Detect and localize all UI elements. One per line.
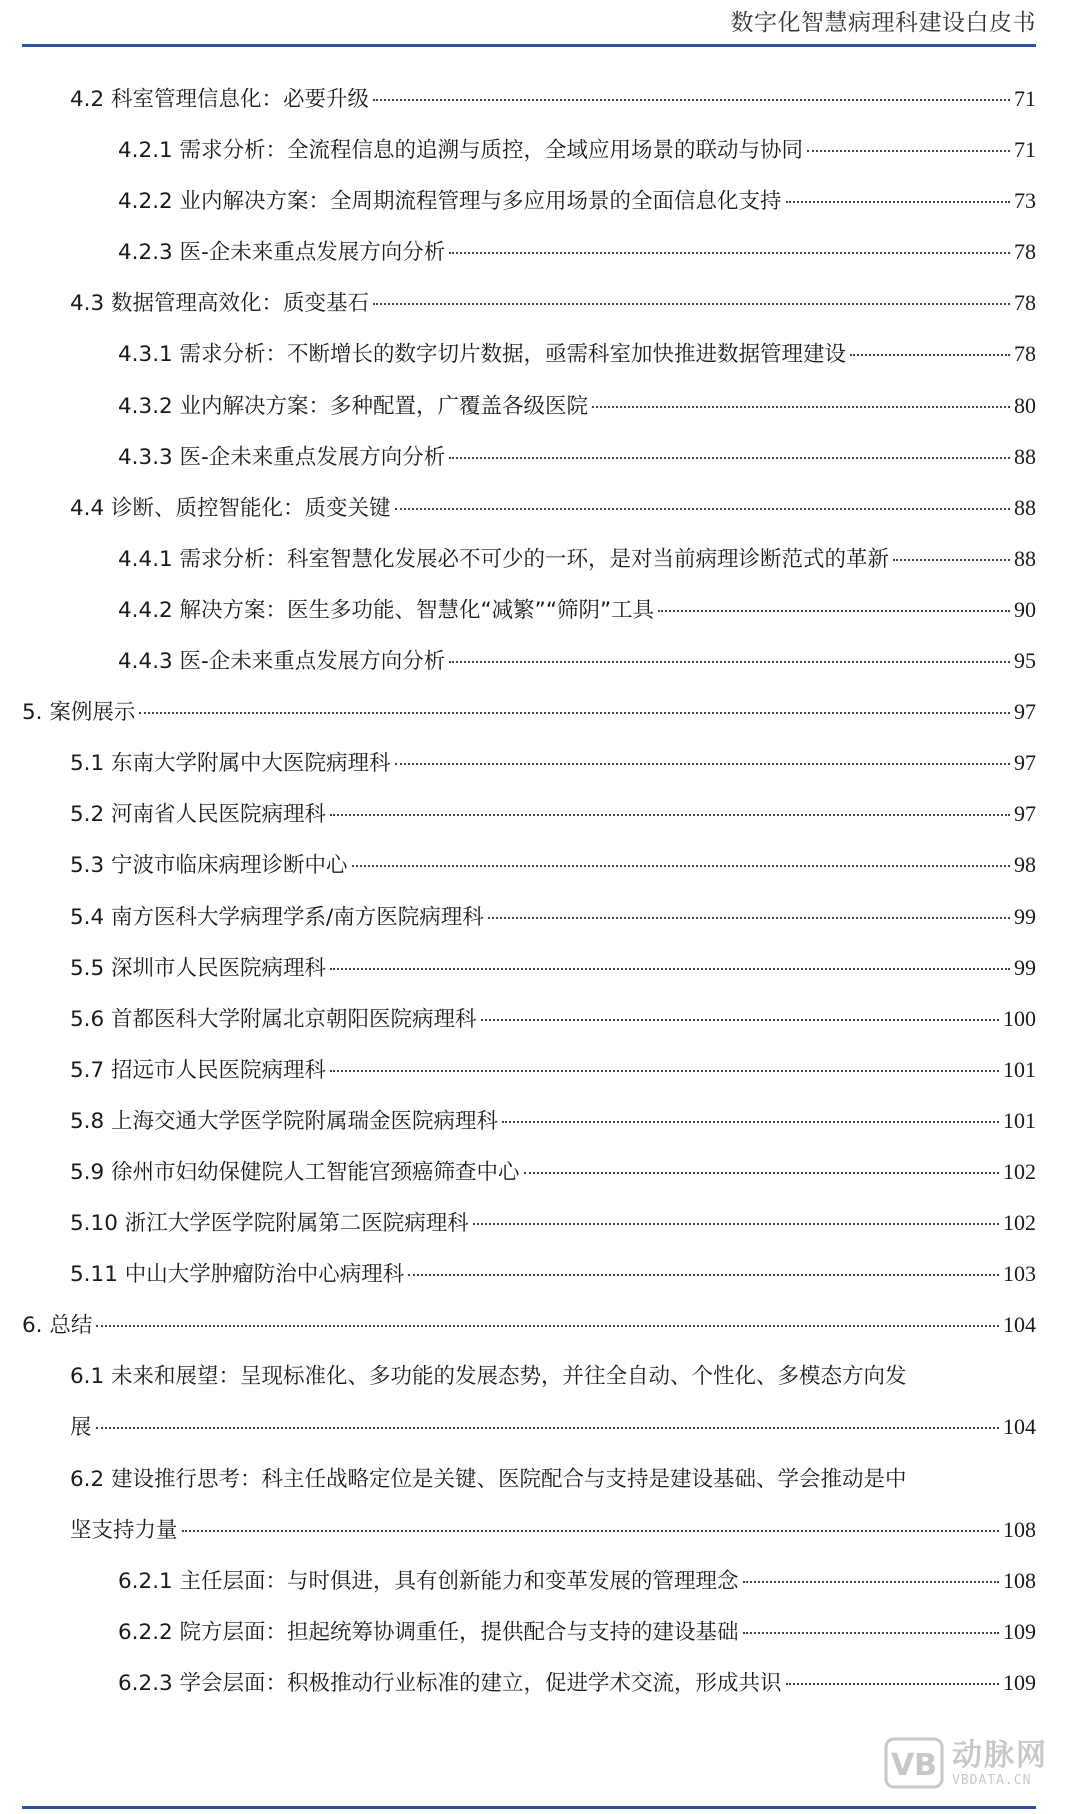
toc-page-number: 78 — [1014, 239, 1036, 265]
toc-page-number: 90 — [1014, 596, 1036, 622]
dot-leader — [395, 508, 1010, 510]
toc-entry[interactable] — [0, 837, 1080, 888]
dot-leader — [330, 814, 1010, 816]
toc-entry[interactable] — [0, 633, 1080, 684]
toc-page-number: 71 — [1014, 137, 1036, 163]
dot-leader — [373, 99, 1010, 101]
toc-entry[interactable] — [0, 1655, 1080, 1706]
toc-entry-title: 5.10 浙江大学医学院附属第二医院病理科 — [70, 1211, 469, 1237]
toc-page-number: 98 — [1014, 852, 1036, 878]
dot-leader — [850, 354, 1010, 356]
toc-entry[interactable] — [0, 71, 1080, 122]
toc-entry-title: 4.3.3 医-企未来重点发展方向分析 — [118, 444, 446, 470]
dot-leader — [488, 917, 1010, 919]
toc-entry-title: 6. 总结 — [22, 1313, 93, 1339]
toc-page-number: 97 — [1014, 750, 1036, 776]
dot-leader — [408, 1274, 999, 1276]
watermark-name: 动脉网 — [952, 1737, 1048, 1773]
toc-page-number: 102 — [1003, 1210, 1036, 1236]
toc-entry-title: 4.3.1 需求分析：不断增长的数字切片数据，亟需科室加快推进数据管理建设 — [118, 342, 847, 368]
toc-page-number: 97 — [1014, 699, 1036, 725]
dot-leader — [449, 252, 1010, 254]
toc-page-number: 101 — [1003, 1107, 1036, 1133]
toc-page-number: 88 — [1014, 443, 1036, 469]
dot-leader — [139, 712, 1010, 714]
dot-leader — [743, 1632, 999, 1634]
toc-entry[interactable] — [0, 1195, 1080, 1246]
toc-entry[interactable] — [0, 275, 1080, 326]
toc-page-number: 101 — [1003, 1056, 1036, 1082]
watermark — [884, 1732, 1064, 1794]
footer-divider — [22, 1806, 1036, 1809]
toc-entry-title: 5.9 徐州市妇幼保健院人工智能宫颈癌筛查中心 — [70, 1159, 520, 1185]
toc-page-number: 109 — [1003, 1669, 1036, 1695]
toc-entry[interactable] — [0, 684, 1080, 735]
dot-leader — [182, 1530, 999, 1532]
toc-page-number: 95 — [1014, 648, 1036, 674]
dot-leader — [96, 1325, 999, 1327]
toc-entry-title: 5.3 宁波市临床病理诊断中心 — [70, 853, 348, 879]
toc-entry[interactable] — [0, 786, 1080, 837]
header-divider — [22, 44, 1036, 47]
toc-page-number: 104 — [1003, 1312, 1036, 1338]
toc-entry-title-cont: 展 — [70, 1415, 92, 1441]
dot-leader — [786, 1683, 999, 1685]
toc-entry-title: 4.4.2 解决方案：医生多功能、智慧化“减繁”“筛阴”工具 — [118, 597, 655, 623]
toc-page-number: 104 — [1003, 1414, 1036, 1440]
toc-entry-line[interactable] — [0, 1348, 1080, 1399]
table-of-contents — [0, 71, 1080, 1706]
toc-entry[interactable] — [0, 378, 1080, 429]
logo-mark: VB — [890, 1748, 938, 1783]
toc-entry[interactable] — [0, 889, 1080, 940]
toc-page-number: 88 — [1014, 494, 1036, 520]
toc-entry[interactable] — [0, 480, 1080, 531]
toc-page-number: 103 — [1003, 1261, 1036, 1287]
dot-leader — [473, 1223, 999, 1225]
toc-entry-title: 5.5 深圳市人民医院病理科 — [70, 955, 327, 981]
toc-entry-title: 5.1 东南大学附属中大医院病理科 — [70, 751, 391, 777]
toc-entry-title: 5.4 南方医科大学病理学系/南方医院病理科 — [70, 904, 484, 930]
toc-entry[interactable] — [0, 735, 1080, 786]
toc-page-number: 97 — [1014, 801, 1036, 827]
toc-page-number: 71 — [1014, 86, 1036, 111]
toc-entry[interactable] — [0, 1144, 1080, 1195]
toc-entry-title: 6.2 建设推行思考：科主任战略定位是关键、医院配合与支持是建设基础、学会推动是中 — [70, 1466, 907, 1492]
toc-entry[interactable] — [0, 1604, 1080, 1655]
toc-entry-title: 4.3.2 业内解决方案：多种配置，广覆盖各级医院 — [118, 393, 589, 419]
dot-leader — [524, 1172, 999, 1174]
toc-entry-title: 4.2.3 医-企未来重点发展方向分析 — [118, 240, 446, 266]
toc-entry-title: 4.2.2 业内解决方案：全周期流程管理与多应用场景的全面信息化支持 — [118, 189, 782, 215]
toc-entry[interactable] — [0, 173, 1080, 224]
toc-entry-title-cont: 坚支持力量 — [70, 1517, 178, 1543]
toc-entry[interactable] — [0, 1297, 1080, 1348]
toc-entry[interactable] — [0, 940, 1080, 991]
toc-entry-title: 6.2.2 院方层面：担起统筹协调重任，提供配合与支持的建设基础 — [118, 1619, 739, 1645]
dot-leader — [96, 1427, 999, 1429]
toc-entry-title: 4.4.3 医-企未来重点发展方向分析 — [118, 649, 446, 675]
dot-leader — [592, 406, 1010, 408]
toc-entry-title: 5.6 首都医科大学附属北京朝阳医院病理科 — [70, 1006, 477, 1032]
dot-leader — [330, 968, 1010, 970]
watermark-url: VBDATA.CN — [952, 1772, 1032, 1788]
toc-entry-title: 6.1 未来和展望：呈现标准化、多功能的发展态势，并往全自动、个性化、多模态方向发 — [70, 1364, 907, 1390]
toc-page-number: 78 — [1014, 341, 1036, 367]
dot-leader — [481, 1019, 999, 1021]
toc-entry[interactable] — [0, 1553, 1080, 1604]
toc-entry-title: 5.11 中山大学肿瘤防治中心病理科 — [70, 1262, 405, 1288]
toc-entry-line[interactable] — [0, 1451, 1080, 1502]
toc-entry-title: 4.2 科室管理信息化：必要升级 — [70, 87, 370, 112]
toc-entry[interactable] — [0, 429, 1080, 480]
toc-page-number: 108 — [1003, 1567, 1036, 1593]
toc-entry-title: 6.2.1 主任层面：与时俱进，具有创新能力和变革发展的管理理念 — [118, 1568, 739, 1594]
toc-entry-title: 4.3 数据管理高效化：质变基石 — [70, 291, 370, 317]
toc-entry-title: 5.7 招远市人民医院病理科 — [70, 1057, 327, 1083]
toc-entry[interactable] — [0, 326, 1080, 377]
toc-page-number: 99 — [1014, 903, 1036, 929]
dot-leader — [743, 1581, 999, 1583]
toc-entry[interactable] — [0, 1246, 1080, 1297]
dot-leader — [658, 610, 1010, 612]
dot-leader — [352, 865, 1010, 867]
toc-entry[interactable] — [0, 1093, 1080, 1144]
toc-entry-title: 5.2 河南省人民医院病理科 — [70, 802, 327, 828]
dot-leader — [373, 303, 1010, 305]
toc-page-number: 108 — [1003, 1516, 1036, 1542]
toc-entry[interactable] — [0, 224, 1080, 275]
toc-page-number: 78 — [1014, 290, 1036, 316]
dot-leader — [395, 763, 1010, 765]
toc-entry-title: 6.2.3 学会层面：积极推动行业标准的建立，促进学术交流，形成共识 — [118, 1670, 782, 1696]
toc-entry-continuation[interactable] — [0, 1399, 1080, 1450]
toc-entry-title: 4.4.1 需求分析：科室智慧化发展必不可少的一环，是对当前病理诊断范式的革新 — [118, 546, 890, 572]
dot-leader — [449, 457, 1010, 459]
dot-leader — [786, 201, 1010, 203]
toc-page-number: 73 — [1014, 188, 1036, 214]
header-title: 数字化智慧病理科建设白皮书 — [730, 10, 1036, 36]
toc-entry[interactable] — [0, 582, 1080, 633]
toc-page-number: 99 — [1014, 954, 1036, 980]
toc-page-number: 102 — [1003, 1158, 1036, 1184]
toc-page-number: 109 — [1003, 1618, 1036, 1644]
toc-entry-title: 4.4 诊断、质控智能化：质变关键 — [70, 495, 391, 521]
toc-entry[interactable] — [0, 991, 1080, 1042]
toc-entry[interactable] — [0, 531, 1080, 582]
toc-page-number: 80 — [1014, 392, 1036, 418]
dot-leader — [330, 1070, 999, 1072]
toc-entry-title: 5. 案例展示 — [22, 700, 136, 726]
toc-entry-title: 5.8 上海交通大学医学院附属瑞金医院病理科 — [70, 1108, 499, 1134]
toc-page-number: 88 — [1014, 545, 1036, 571]
dot-leader — [502, 1121, 999, 1123]
toc-entry[interactable] — [0, 122, 1080, 173]
dot-leader — [893, 559, 1010, 561]
toc-entry[interactable] — [0, 1042, 1080, 1093]
vb-logo-icon — [884, 1735, 946, 1791]
toc-entry-continuation[interactable] — [0, 1502, 1080, 1553]
toc-page-number: 100 — [1003, 1005, 1036, 1031]
dot-leader — [807, 150, 1010, 152]
toc-entry-title: 4.2.1 需求分析：全流程信息的追溯与质控，全域应用场景的联动与协同 — [118, 138, 804, 164]
dot-leader — [449, 661, 1010, 663]
